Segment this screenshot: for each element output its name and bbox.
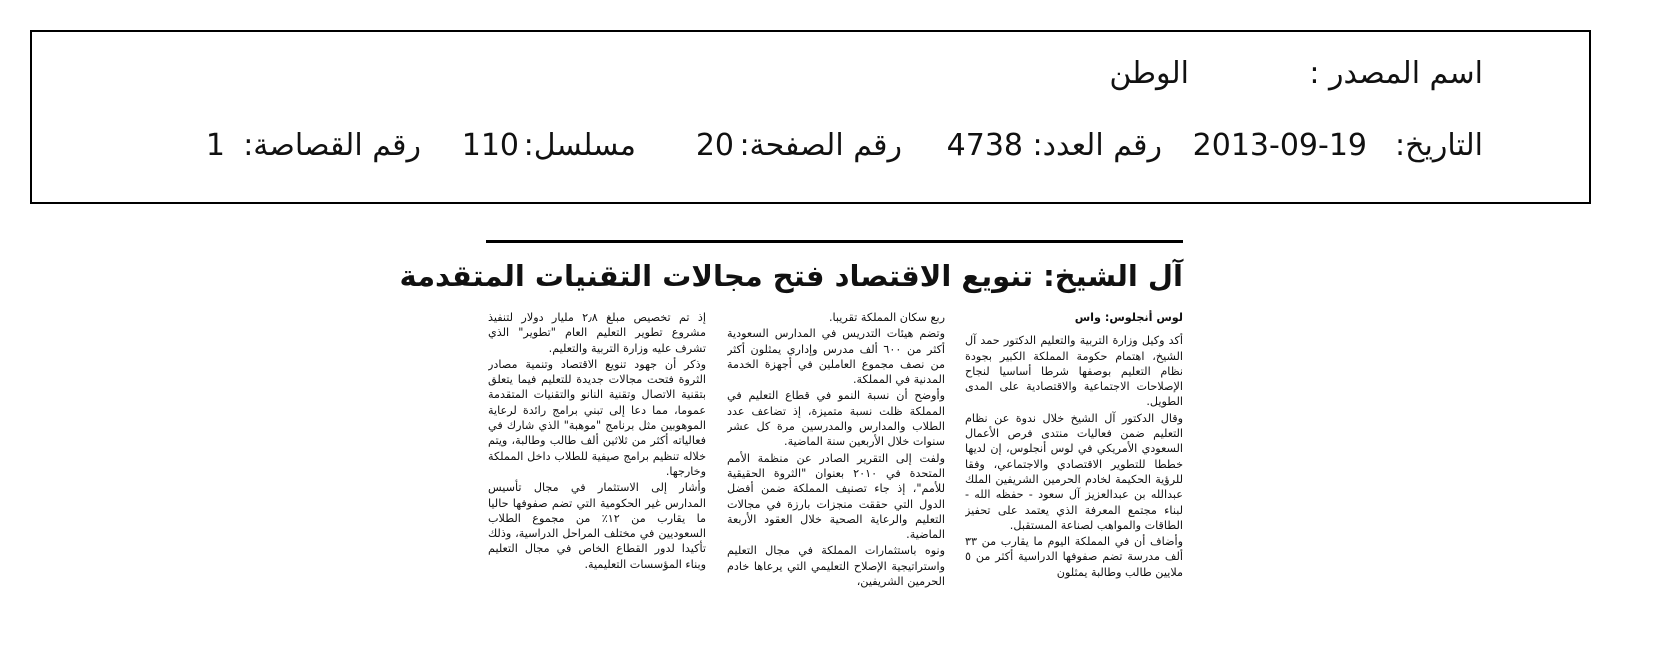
article-byline: لوس أنجلوس: واس [1074, 311, 1183, 324]
paragraph: وذكر أن جهود تنويع الاقتصاد وتنمية مصادر الثروة فتحت مجالات جديدة للتعليم فيما يتعلق بتقنية الاتصال وتقنية النانو والتقنيات المتقدمة عموما، مما دعا إلى تبني برامج رائدة لرعاية الموهوبين مثل برنامج "موهبة" الذي شارك في فعالياته أكثر من ثلاثين ألف طالب وطالبة، ويتم خلاله تنظيم برامج صيفية للطلاب داخل المملكة وخارجها. [488, 357, 706, 478]
paragraph: وأشار إلى الاستثمار في مجال تأسيس المدارس غير الحكومية التي تضم صفوفها حاليا ما يقارب من ١٢٪ من مجموع الطلاب السعوديين في مختلف المراحل الدراسية، وذلك تأكيدا لدور القطاع الخاص في مجال التعليم وبناء المؤسسات التعليمية. [488, 481, 706, 571]
paragraph: وأوضح أن نسبة النمو في قطاع التعليم في المملكة ظلت نسبة متميزة، إذ تضاعف عدد الطلاب والمدارس والمدرسين مرة كل عشر سنوات خلال الأربعين سنة الماضية. [727, 389, 945, 449]
article-column-1 [965, 310, 1183, 660]
clip-label: رقم القصاصة: [243, 128, 421, 163]
paragraph: أكد وكيل وزارة التربية والتعليم الدكتور حمد آل الشيخ، اهتمام حكومة المملكة الكبير بجودة نظام التعليم بوصفها شرطا أساسيا لنجاح الإصلاحات الاجتماعية والاقتصادية على المدى الطويل. [965, 334, 1183, 409]
article-column-2 [727, 310, 945, 660]
date-value: 2013-09-19 [1192, 128, 1367, 163]
paragraph: وأضاف أن في المملكة اليوم ما يقارب من ٣٣ ألف مدرسة تضم صفوفها الدراسية أكثر من ٥ ملايين طالب وطالبة يمثلون [965, 535, 1183, 579]
paragraph: وقال الدكتور آل الشيخ خلال ندوة عن نظام التعليم ضمن فعاليات منتدى فرص الأعمال السعودي الأمريكي في لوس أنجلوس، إن لديها خططا للتطوير الاقتصادي والاجتماعي، وفقا للرؤية الحكيمة لخادم الحرمين الشريفين الملك عبدالله بن عبدالعزيز آل سعود - حفظه الله - لبناء مجتمع المعرفة الذي يعتمد على تحفيز الطاقات والمواهب لصناعة المستقبل. [965, 411, 1183, 532]
paragraph: إذ تم تخصيص مبلغ ٢٫٨ مليار دولار لتنفيذ مشروع تطوير التعليم العام "تطوير" الذي تشرف عليه وزارة التربية والتعليم. [488, 311, 706, 355]
serial-value: 110 [461, 128, 519, 163]
article-column-3 [488, 310, 706, 660]
article-title: آل الشيخ: تنويع الاقتصاد فتح مجالات التقنيات المتقدمة [399, 259, 1183, 293]
newspaper-clipping [399, 240, 1183, 660]
top-rule [486, 240, 1183, 243]
clip-value: 1 [205, 128, 225, 163]
serial-label: مسلسل: [523, 128, 636, 163]
page-value: 20 [695, 128, 734, 163]
paragraph: ربع سكان المملكة تقريبا. [828, 311, 945, 324]
clipping-header [30, 30, 1591, 204]
paragraph: ونوه باستثمارات المملكة في مجال التعليم واستراتيجية الإصلاح التعليمي التي يرعاها خادم الحرمين الشريفين، [727, 544, 945, 589]
issue-value: 4738 [946, 128, 1023, 163]
paragraph: وتضم هيئات التدريس في المدارس السعودية أكثر من ٦٠٠ ألف مدرس وإداري يمثلون أكثر من نصف مجموع العاملين في أجهزة الخدمة المدنية في المملكة. [727, 327, 945, 387]
paragraph: ولفت إلى التقرير الصادر عن منظمة الأمم المتحدة في ٢٠١٠ بعنوان "الثروة الحقيقية للأمم"، إذ جاء تصنيف المملكة ضمن أفضل الدول التي حققت منجزات بارزة في مجالات التعليم والرعاية الصحية خلال العقود الأربعة الماضية. [727, 451, 945, 542]
source-value: الوطن [1109, 56, 1189, 91]
date-label: التاريخ: [1395, 128, 1483, 163]
page-label: رقم الصفحة: [739, 128, 902, 163]
source-label: اسم المصدر : [1309, 56, 1483, 91]
issue-label: رقم العدد: [1032, 128, 1162, 163]
